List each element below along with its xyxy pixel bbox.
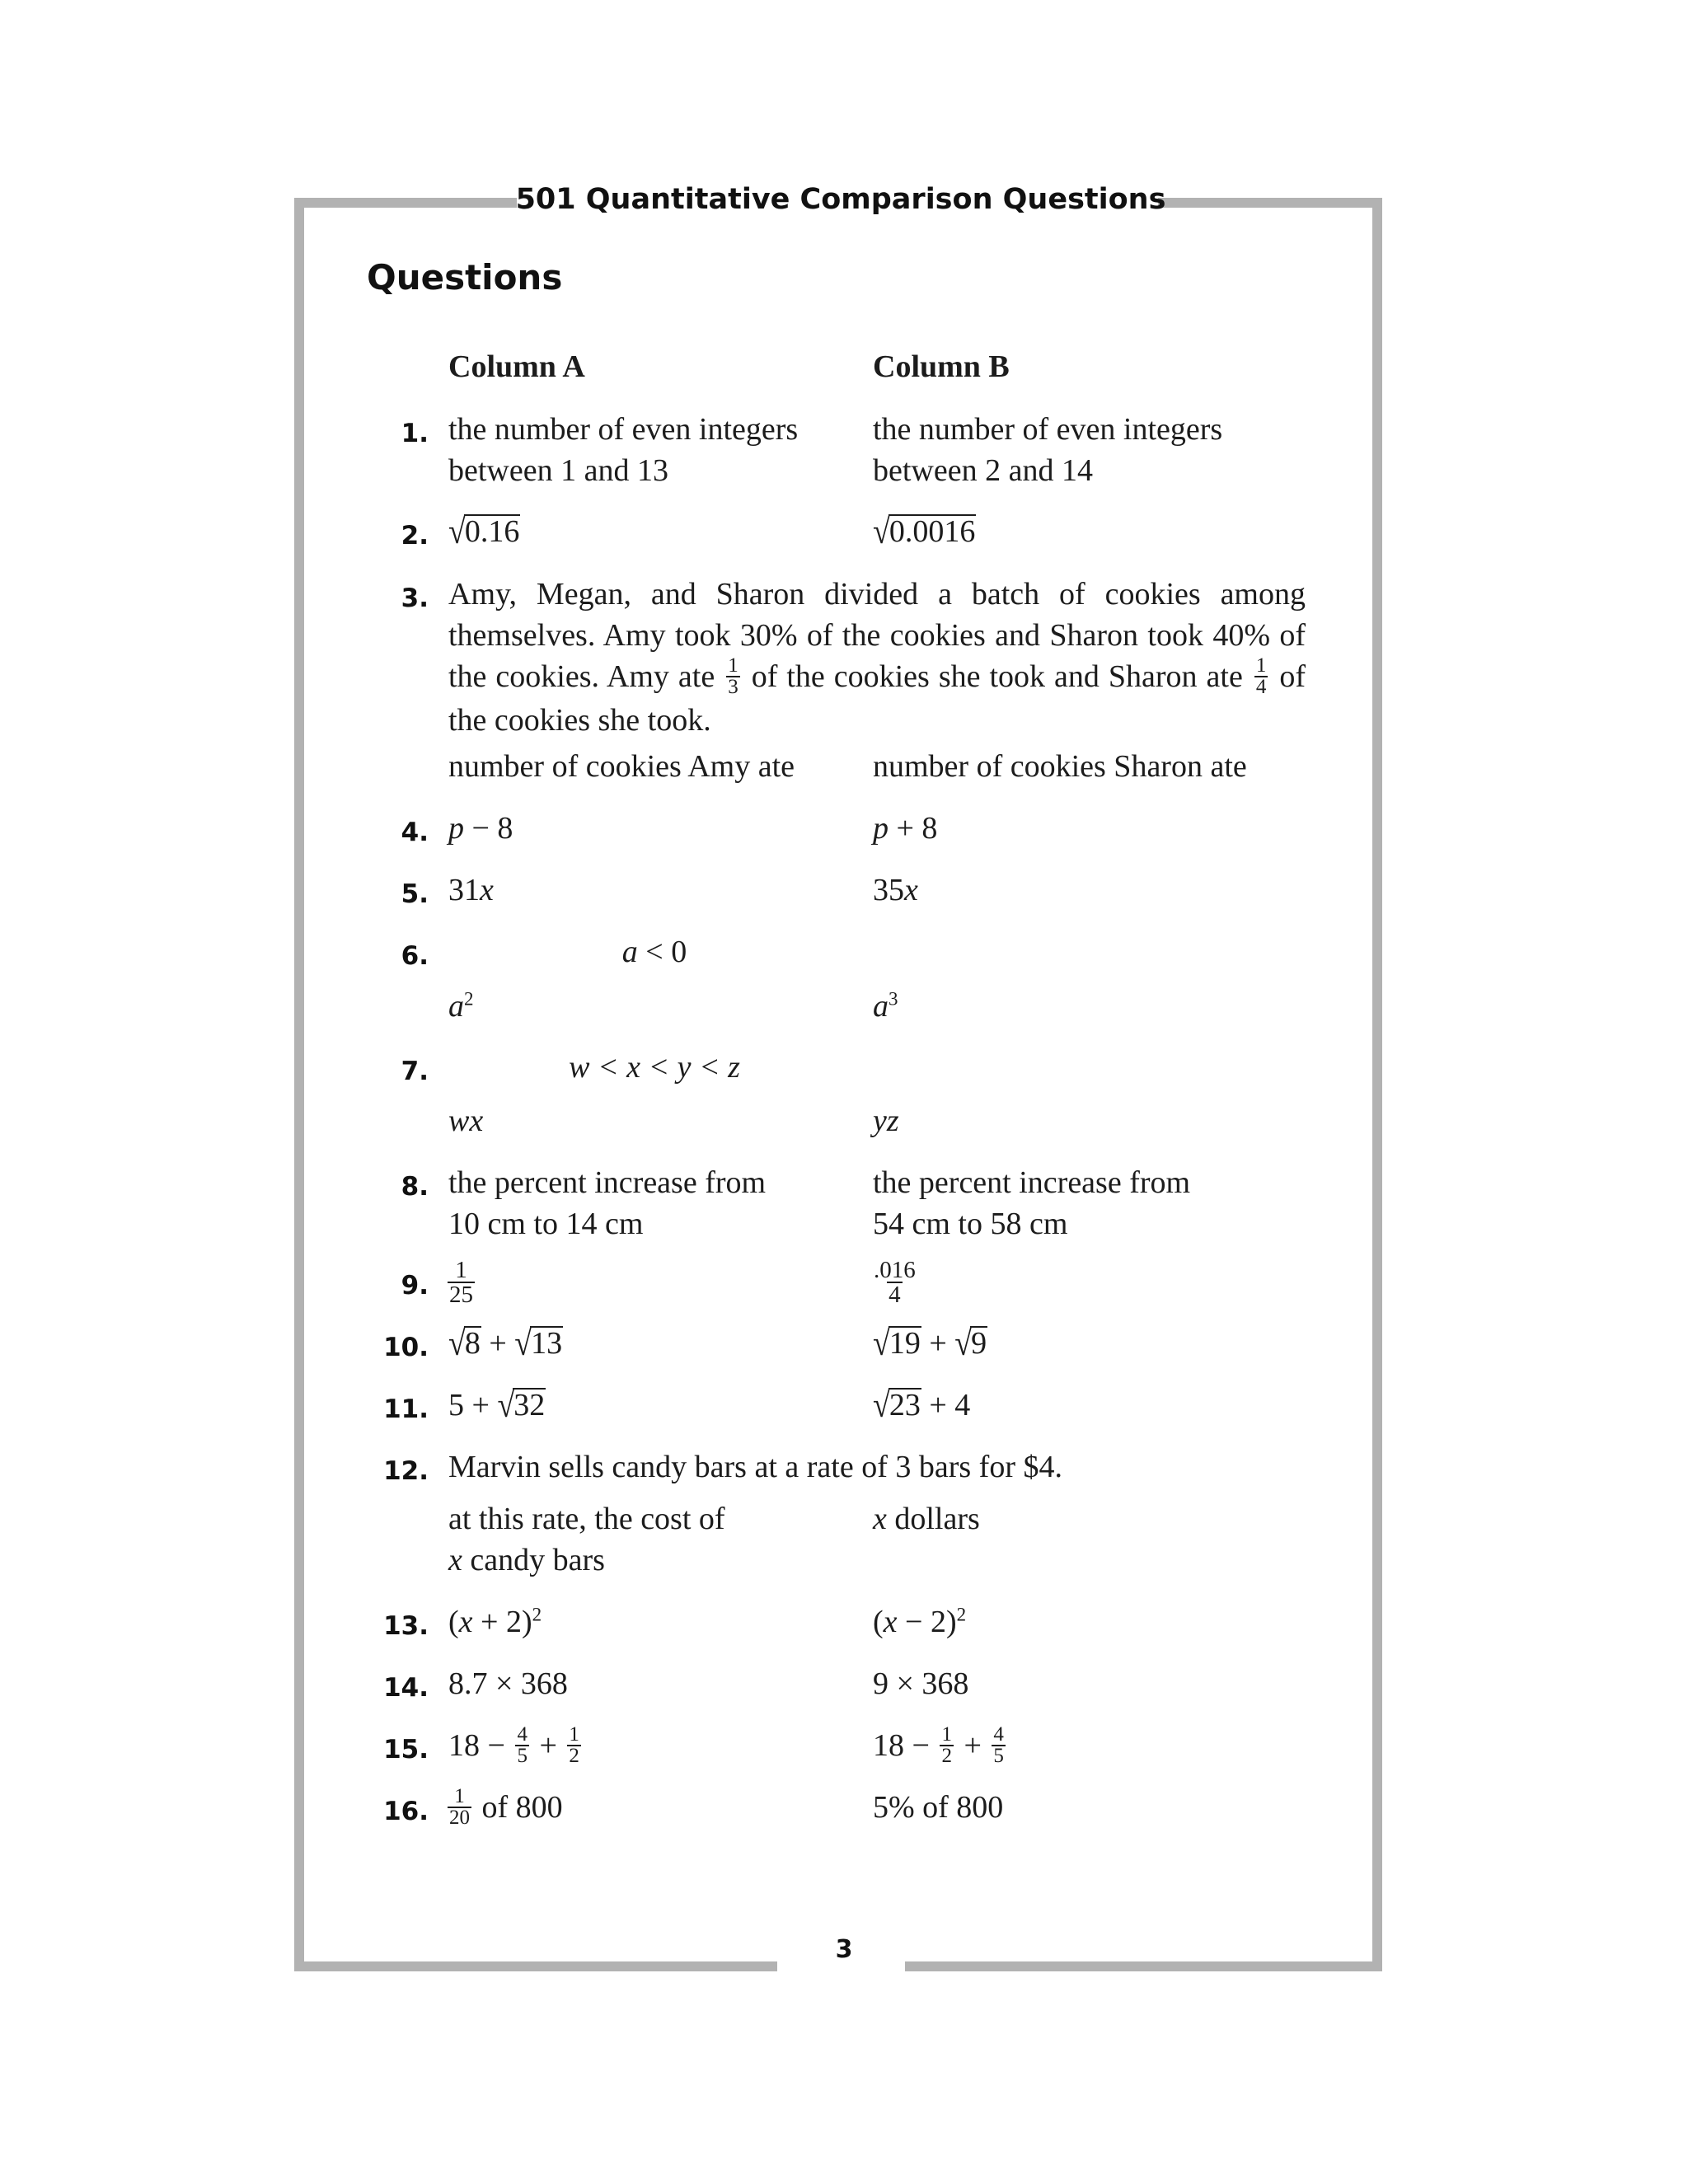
question-number: 9. (401, 1271, 429, 1301)
frame-left-rule (294, 198, 304, 1971)
question-number: 13. (383, 1611, 429, 1641)
question-number: 4. (401, 818, 429, 847)
column-b-heading: Column B (873, 349, 1010, 384)
question-number: 16. (383, 1797, 429, 1826)
column-b-expression: 9 × 368 (873, 1666, 969, 1701)
column-a-expression (448, 511, 520, 552)
question-number: 10. (383, 1333, 429, 1362)
fraction: $\frac{1}{2}$ (941, 1723, 952, 1768)
column-a-line: the number of even integers (448, 412, 799, 447)
fraction: $\frac{4}{5}$ (993, 1723, 1004, 1768)
question-number: 3. (401, 583, 429, 613)
question-number: 14. (383, 1673, 429, 1703)
section-heading: Questions (367, 257, 563, 298)
column-a-expression: wx (448, 1104, 484, 1138)
column-b-line: the percent increase from (873, 1165, 1191, 1200)
column-a-expression: $a^2$ (448, 988, 474, 1024)
question-number: 7. (401, 1057, 429, 1086)
question-stem: Marvin sells candy bars at a rate of 3 bars for $4. (448, 1450, 1062, 1484)
fraction: $\frac{1}{3}$ (728, 654, 738, 699)
column-b-line: 54 cm to 58 cm (873, 1207, 1068, 1241)
column-a-expression: 5 + √32 (448, 1385, 546, 1426)
question-number: 1. (401, 419, 429, 448)
question-number: 12. (383, 1456, 429, 1486)
column-a-expression: √8 + √13 (448, 1323, 563, 1364)
given-condition: a < 0 (621, 935, 687, 969)
column-a-line: at this rate, the cost of (448, 1502, 725, 1536)
column-a-expression: 31x (448, 873, 494, 907)
question-number: 2. (401, 521, 429, 551)
column-a-expression: p − 8 (448, 811, 513, 846)
column-a-expression: $\frac{1}{20}$ of 800 (449, 1785, 563, 1830)
fraction: $\frac{1}{2}$ (569, 1723, 579, 1768)
fraction: $\frac{4}{5}$ (517, 1723, 528, 1768)
column-b-expression: 35x (873, 873, 918, 907)
question-number: 6. (401, 941, 429, 971)
column-b-expression: p + 8 (873, 811, 938, 846)
column-a-expression: 8.7 × 368 (448, 1666, 568, 1701)
column-a-expression (445, 1257, 477, 1309)
column-b-expression: yz (873, 1104, 899, 1138)
column-b-expression: $(x - 2)^2$ (873, 1604, 967, 1639)
column-a-text (448, 1498, 725, 1581)
column-b-expression: 5% of 800 (873, 1790, 1004, 1825)
column-a-line: 10 cm to 14 cm (448, 1207, 644, 1241)
square-root: √13 (514, 1323, 563, 1364)
column-a-expression: 18 − $\frac{4}{5}$ + $\frac{1}{2}$ (448, 1723, 579, 1768)
column-a-line: x candy bars (448, 1543, 605, 1577)
question-number: 15. (383, 1735, 429, 1765)
square-root: √32 (497, 1385, 546, 1426)
square-root: √0.16 (448, 511, 520, 552)
square-root: √23 (873, 1385, 921, 1426)
column-b-expression (873, 511, 976, 552)
column-a-text (448, 1162, 766, 1244)
column-b-text: x dollars (873, 1502, 980, 1536)
question-number: 8. (401, 1172, 429, 1202)
column-a-text: number of cookies Amy ate (448, 749, 795, 784)
square-root: √19 (873, 1323, 921, 1364)
question-number: 11. (383, 1394, 429, 1424)
column-a-line: the percent increase from (448, 1165, 767, 1200)
column-a-heading: Column A (448, 349, 585, 384)
column-b-expression: 18 − $\frac{1}{2}$ + $\frac{4}{5}$ (873, 1723, 1004, 1768)
square-root: √8 (448, 1323, 481, 1364)
square-root: √0.0016 (873, 511, 976, 552)
square-root: √9 (954, 1323, 987, 1364)
fraction: $\frac{1}{4}$ (1255, 654, 1267, 699)
running-title: 501 Quantitative Comparison Questions (515, 183, 1166, 216)
question-stem: Amy, Megan, and Sharon divided a batch of cookies among themselves. Amy took 30% of the cookies and Sharon took 40% of the cookies. Amy ate $\frac{1}{3}$ of the cookies she took and Sharon ate $\frac{1}{4}$ of the cookies she took. (448, 577, 1306, 738)
column-a-line: between 1 and 13 (448, 453, 668, 488)
question-number: 5. (401, 879, 429, 909)
column-b-expression: $a^3$ (873, 988, 898, 1024)
column-b-line: between 2 and 14 (873, 453, 1093, 488)
column-b-expression (870, 1257, 920, 1309)
frame-right-rule (1372, 198, 1382, 1971)
column-b-text (873, 1162, 1190, 1244)
column-b-line: the number of even integers (873, 412, 1223, 447)
column-b-text: number of cookies Sharon ate (873, 749, 1247, 784)
column-b-text (873, 409, 1222, 491)
given-condition: w < x < y < z (569, 1050, 740, 1085)
column-a-text (448, 409, 798, 491)
fraction: $\frac{1}{20}$ (449, 1785, 470, 1830)
page-number: 3 (835, 1935, 853, 1964)
fraction: $\frac{.016}{4}$ (874, 1257, 916, 1308)
fraction: $\frac{1}{25}$ (449, 1257, 473, 1308)
column-a-expression: $(x + 2)^2$ (448, 1604, 542, 1639)
column-b-expression: √19 + √9 (873, 1323, 987, 1364)
column-b-expression: √23 + 4 (873, 1385, 971, 1426)
